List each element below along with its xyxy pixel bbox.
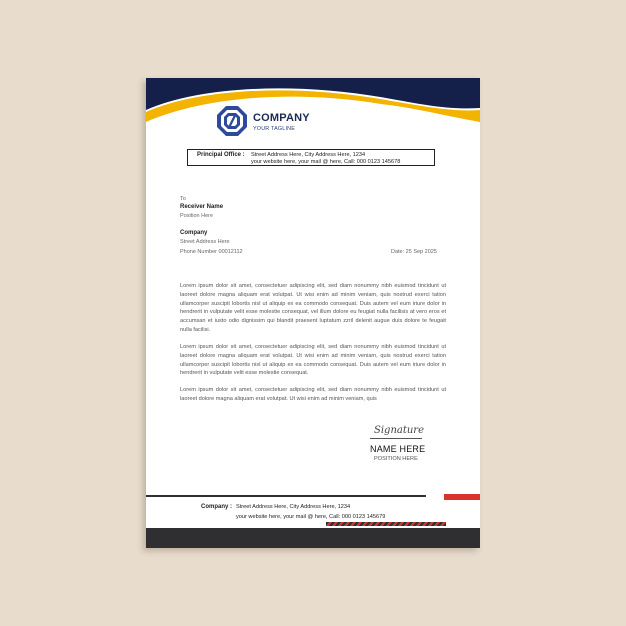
principal-office-address: Street Address Here, City Address Here, 1234 xyxy=(251,152,366,158)
company-tagline: YOUR TAGLINE xyxy=(253,126,296,132)
sender-street: Street Address Here xyxy=(180,239,230,245)
letterhead-sheet xyxy=(146,78,480,548)
principal-office-label: Principal Office : xyxy=(197,152,245,158)
body-paragraph-1: Lorem ipsum dolor sit amet, consectetuer adipiscing elit, sed diam nonummy nibh euismod tincidunt ut laoreet dolore magna aliquam erat volutpat. Ut wisi enim ad minim veniam, quis nostrud exerci tation ullamcorper suscipit lobortis nisl ut aliquip ex ea commodo consequat. Duis autem vel eum iriure dolor in hendrerit in vulputate velit esse molestie consequat, vel illum dolore eu feugiat nulla facilisis at vero eros et accumsan et iusto odio dignissim qui blandit praesent luptatum zzril delenit augue duis dolore te feugait nulla facilisi. xyxy=(180,283,446,333)
footer-contact: your website here, your mail @ here, Call: 000 0123 145679 xyxy=(236,514,386,520)
letter-date: Date: 25 Sep 2025 xyxy=(391,249,437,255)
receiver-name: Receiver Name xyxy=(180,204,224,210)
body-paragraph-2: Lorem ipsum dolor sit amet, consectetuer adipiscing elit, sed diam nonummy nibh euismod tincidunt ut laoreet dolore magna aliquam erat volutpat. Ut wisi enim ad minim veniam, quis nostrud exerci tation ullamcorper suscipit lobortis nisl ut aliquip ex ea commodo consequat. Duis autem vel eum iriure dolor in hendrerit in vulputate velit esse molestie consequat. xyxy=(180,344,446,377)
sender-phone: Phone Number 00012112 xyxy=(180,249,243,255)
footer-address: Street Address Here, City Address Here, 1234 xyxy=(236,504,351,510)
to-label: To xyxy=(180,196,186,202)
signature-script: Signature xyxy=(374,425,425,436)
principal-office-contact: your website here, your mail @ here, Call: 000 0123 145678 xyxy=(251,159,401,165)
signature-line xyxy=(370,438,422,439)
receiver-position: Position Here xyxy=(180,213,214,219)
company-logo-icon xyxy=(216,105,248,137)
company-name: COMPANY xyxy=(253,112,310,124)
signer-name: NAME HERE xyxy=(370,444,426,454)
header-wave xyxy=(146,78,480,128)
sender-company: Company xyxy=(180,230,208,236)
body-paragraph-3: Lorem ipsum dolor sit amet, consectetuer adipiscing elit, sed diam nonummy nibh euismod tincidunt ut laoreet dolore magna aliquam erat volutpat. Ut wisi enim ad minim veniam, quis xyxy=(180,387,446,402)
signer-position: POSITION HERE xyxy=(374,456,418,462)
principal-office-box xyxy=(187,149,435,166)
footer-company-label: Company : xyxy=(201,504,233,510)
